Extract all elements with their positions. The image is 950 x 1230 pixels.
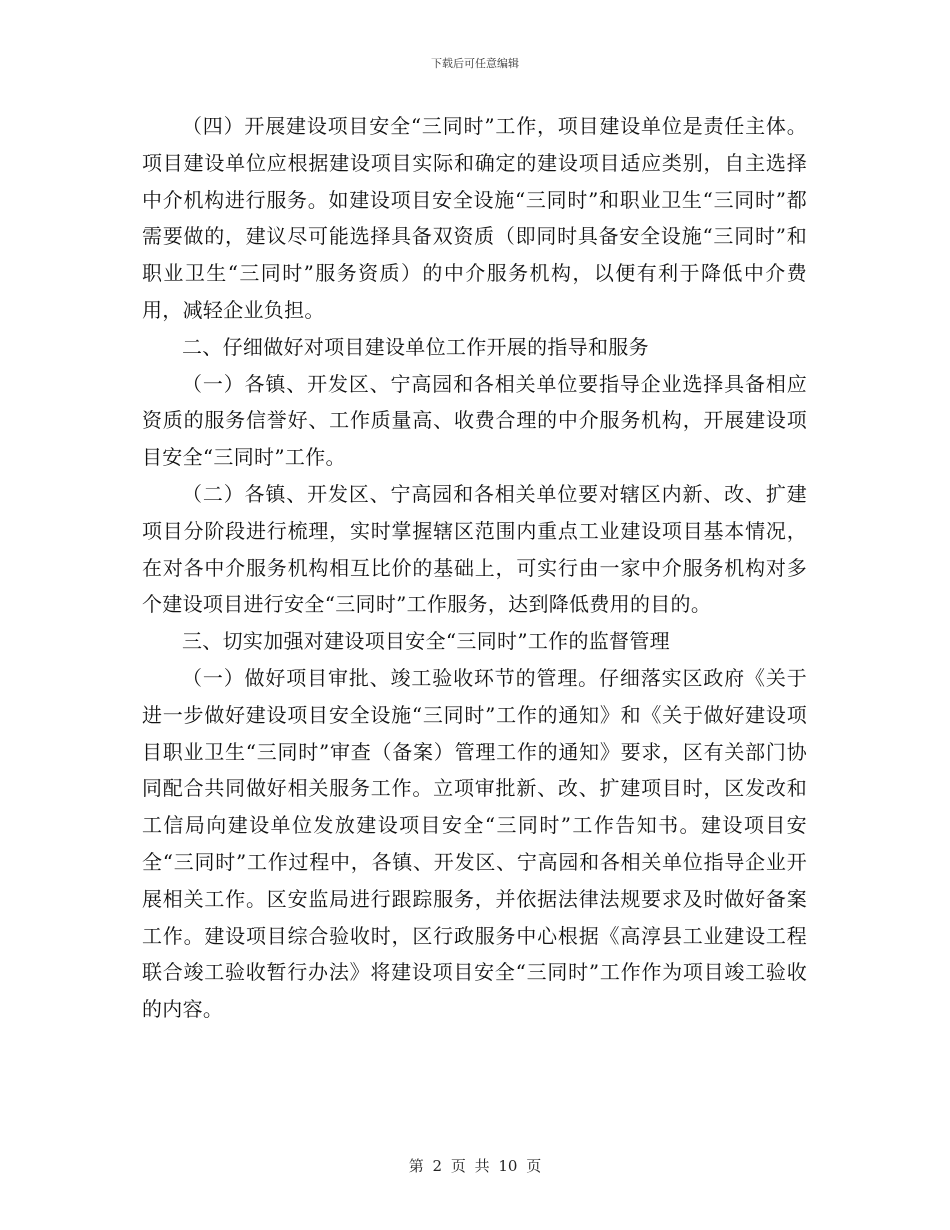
paragraph-item-4: （四）开展建设项目安全“三同时”工作，项目建设单位是责任主体。项目建设单位应根据建设项目实际和确定的建设项目适应类别，自主选择中介机构进行服务。如建设项目安全设施“三同时”和职业卫生“三同时”都需要做的，建议尽可能选择具备双资质（即同时具备安全设施“三同时”和职业卫生“三同时”服务资质）的中介服务机构，以便有利于降低中介费用，减轻企业负担。 (142, 114, 807, 322)
section-heading-2: 二、仔细做好对项目建设单位工作开展的指导和服务 (182, 334, 649, 359)
paragraph-item-1b: （一）做好项目审批、竣工验收环节的管理。仔细落实区政府《关于进一步做好建设项目安全设施“三同时”工作的通知》和《关于做好建设项目职业卫生“三同时”审查（备案）管理工作的通知》要求，区有关部门协同配合共同做好相关服务工作。立项审批新、改、扩建项目时，区发改和工信局向建设单位发放建设项目安全“三同时”工作告知书。建设项目安全“三同时”工作过程中，各镇、开发区、宁高园和各相关单位指导企业开展相关工作。区安监局进行跟踪服务，并依据法律法规要求及时做好备案工作。建设项目综合验收时，区行政服务中心根据《高淳县工业建设工程联合竣工验收暂行办法》将建设项目安全“三同时”工作作为项目竣工验收的内容。 (142, 665, 807, 1022)
document-body (142, 108, 807, 1028)
page-number: 第 2 页 共 10 页 (408, 1157, 542, 1175)
paragraph-item-1: （一）各镇、开发区、宁高园和各相关单位要指导企业选择具备相应资质的服务信誉好、工作质量高、收费合理的中介服务机构，开展建设项目安全“三同时”工作。 (142, 371, 807, 470)
section-heading-3: 三、切实加强对建设项目安全“三同时”工作的监督管理 (182, 629, 670, 654)
page-header: 下载后可任意编辑 (431, 57, 519, 70)
paragraph-item-2: （二）各镇、开发区、宁高园和各相关单位要对辖区内新、改、扩建项目分阶段进行梳理，实时掌握辖区范围内重点工业建设项目基本情况，在对各中介服务机构相互比价的基础上，可实行由一家中介服务机构对多个建设项目进行安全“三同时”工作服务，达到降低费用的目的。 (142, 481, 807, 617)
